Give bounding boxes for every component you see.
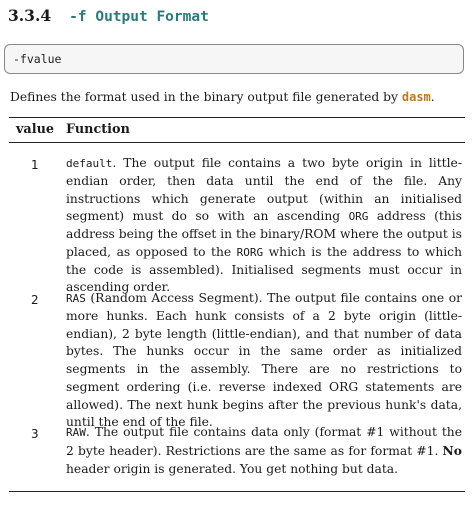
- row-value-2: 2: [31, 293, 39, 307]
- code-box: [4, 44, 464, 74]
- format-keyword: RAS: [66, 292, 86, 305]
- inline-code: RORG: [236, 245, 264, 259]
- program-name: dasm: [401, 90, 431, 104]
- column-header-value: value: [16, 122, 55, 137]
- inline-code: ORG: [348, 210, 369, 224]
- row-value-3: 3: [31, 427, 39, 441]
- intro-text: Defines the format used in the binary output file generated by: [10, 90, 402, 104]
- section-heading: [8, 6, 209, 25]
- row-value-1: 1: [31, 158, 39, 172]
- table-header-rule: [9, 142, 465, 143]
- row-description-1: default. The output file contains a two byte origin in little-endian order, then data until the end of the file. Any instructions which generate output (within an initialised segment) must do so with an ascending ORG address (this address being the offset in the binary/ROM where the output is placed, as opposed to the RORG which is the address to which the code is assembled). Initialised segments must occur in ascending order.: [66, 156, 462, 295]
- row-description-3: RAW. The output file contains data only (format #1 without the 2 byte header). Restrictions are the same as for format #1. No header origin is generated. You get nothing but data.: [66, 425, 462, 476]
- code-box-text: -fvalue: [13, 52, 62, 66]
- format-keyword: RAW: [66, 426, 86, 439]
- intro-paragraph: [10, 90, 466, 104]
- row-description-2: RAS (Random Access Segment). The output file contains one or more hunks. Each hunk consists of a 2 byte origin (little-endian), 2 byte length (little-endian), and that number of data bytes. The hunks occur in the same order as initialized segments in the assembly. There are no restrictions to segment ordering (i.e. reverse indexed ORG statements are allowed). The next hunk begins after the previous hunk's data, until the end of the file.: [66, 291, 462, 430]
- table-top-rule: [9, 117, 465, 118]
- section-title: -f Output Format: [69, 9, 209, 25]
- format-keyword: default: [66, 157, 113, 170]
- bold-word: No: [442, 442, 462, 458]
- intro-end: .: [430, 90, 435, 104]
- section-number: 3.3.4: [8, 6, 52, 25]
- column-header-function: Function: [66, 122, 130, 137]
- table-bottom-rule: [9, 491, 465, 492]
